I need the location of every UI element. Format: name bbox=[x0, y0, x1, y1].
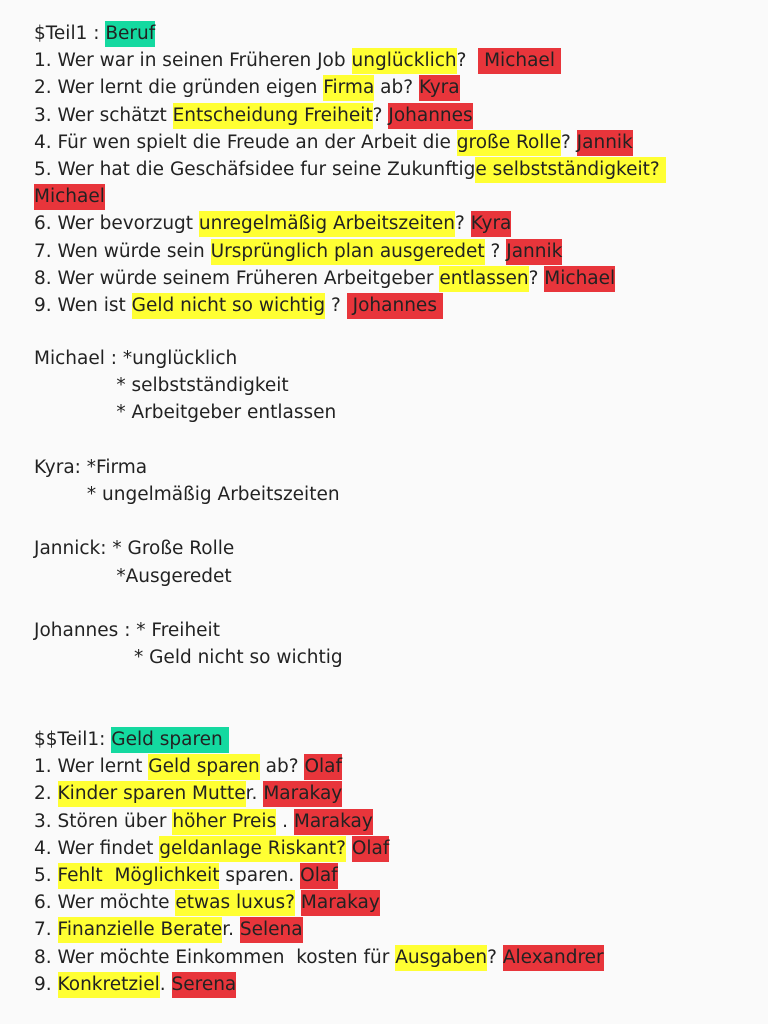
question-line bbox=[34, 754, 342, 781]
text-segment: 6. Wer möchte bbox=[34, 892, 176, 914]
text-segment: ? bbox=[325, 295, 347, 316]
text-segment: 2. Wer lernt die gründen eigen bbox=[34, 77, 324, 99]
highlight-yellow-segment: unglücklich bbox=[352, 48, 457, 74]
highlight-yellow-segment: Firma bbox=[323, 75, 374, 101]
text-segment: Michael : *unglücklich bbox=[34, 348, 238, 369]
question-line bbox=[34, 836, 389, 863]
text-segment: 1. Wer war in seinen Früheren Job bbox=[34, 50, 352, 72]
text-segment: r. bbox=[245, 783, 264, 805]
highlight-green-segment: Geld sparen bbox=[111, 727, 228, 753]
question-line bbox=[34, 184, 105, 211]
highlight-red-segment: Serena bbox=[172, 972, 237, 998]
highlight-red-segment: Olaf bbox=[304, 754, 342, 780]
text-segment: 1. Wer lernt bbox=[34, 756, 149, 778]
question-line bbox=[34, 809, 373, 836]
text-segment: 7. Wen würde sein bbox=[34, 240, 211, 262]
highlight-yellow-segment: Ursprünglich plan ausgeredet bbox=[211, 239, 485, 265]
question-line bbox=[34, 863, 338, 890]
text-segment: * Geld nicht so wichtig bbox=[34, 647, 343, 669]
highlight-yellow-segment: höher Preis bbox=[172, 809, 276, 835]
highlight-yellow-segment: entlassen bbox=[439, 266, 528, 292]
text-segment: 3. Wer schätzt bbox=[34, 104, 173, 126]
highlight-yellow-segment: geldanlage Riskant? bbox=[159, 836, 346, 862]
question-line bbox=[34, 890, 380, 917]
text-segment: . bbox=[159, 973, 172, 995]
highlight-red-segment: Michael bbox=[34, 184, 105, 210]
highlight-red-segment: Marakay bbox=[301, 890, 380, 916]
highlight-red-segment: Selena bbox=[240, 917, 303, 943]
text-segment: $Teil1 : bbox=[34, 23, 106, 44]
highlight-red-segment: Jannik bbox=[577, 130, 633, 156]
highlight-red-segment: Kyra bbox=[419, 75, 460, 101]
text-segment: * ungelmäßig Arbeitszeiten bbox=[34, 484, 340, 505]
summary-line bbox=[34, 618, 220, 645]
highlight-red-segment: Jannik bbox=[506, 239, 562, 265]
section-header-geld-sparen bbox=[34, 727, 229, 754]
text-segment: Jannick: * Große Rolle bbox=[34, 538, 235, 560]
summary-line bbox=[34, 536, 234, 563]
text-segment: 2. bbox=[34, 783, 58, 805]
highlight-yellow-segment: Geld sparen bbox=[148, 754, 260, 780]
question-line bbox=[34, 917, 303, 944]
question-line bbox=[34, 130, 633, 157]
summary-line bbox=[34, 400, 336, 427]
text-segment: 8. Wer möchte Einkommen kosten für bbox=[34, 946, 396, 968]
text-segment: *Ausgeredet bbox=[34, 565, 232, 587]
highlight-red-segment: Marakay bbox=[263, 781, 342, 807]
highlight-red-segment: Olaf bbox=[300, 863, 338, 889]
highlight-yellow-segment: große Rolle bbox=[457, 130, 561, 156]
question-line bbox=[34, 972, 236, 999]
text-segment: ? bbox=[487, 946, 503, 968]
question-line bbox=[34, 103, 473, 130]
text-segment: 7. bbox=[34, 919, 58, 941]
text-segment: 9. bbox=[34, 973, 58, 995]
highlight-yellow-segment: Konkretziel bbox=[58, 972, 160, 998]
text-segment: 9. Wen ist bbox=[34, 295, 132, 316]
highlight-yellow-segment: Ausgaben bbox=[395, 945, 487, 971]
text-segment: ? bbox=[528, 267, 545, 289]
text-segment: ? bbox=[455, 213, 471, 235]
summary-line bbox=[34, 564, 232, 591]
text-segment: ab? bbox=[259, 756, 305, 778]
question-line bbox=[34, 211, 511, 238]
highlight-red-segment: Kyra bbox=[471, 211, 512, 237]
summary-line bbox=[34, 346, 237, 373]
highlight-red-segment: Johannes bbox=[388, 103, 472, 129]
text-segment: * Arbeitgeber entlassen bbox=[34, 402, 337, 424]
question-line bbox=[34, 781, 342, 808]
text-segment: ? bbox=[560, 131, 577, 153]
highlight-yellow-segment: Fehlt Möglichkeit bbox=[58, 863, 220, 889]
highlight-yellow-segment: Entscheidung Freiheit bbox=[173, 103, 373, 129]
summary-line bbox=[34, 455, 147, 482]
highlight-yellow-segment: Kinder sparen Mutte bbox=[58, 781, 246, 807]
text-segment: r. bbox=[222, 919, 240, 941]
question-line bbox=[34, 157, 666, 184]
text-segment: 3. Stören über bbox=[34, 810, 173, 832]
highlight-red-segment: Marakay bbox=[294, 809, 373, 835]
question-line bbox=[34, 266, 615, 293]
text-segment: ? bbox=[372, 104, 389, 126]
text-segment: . bbox=[276, 810, 294, 832]
highlight-green-segment: Beruf bbox=[105, 21, 155, 47]
section-header-beruf bbox=[34, 21, 155, 48]
question-line bbox=[34, 239, 562, 266]
highlight-yellow-segment: unregelmäßig Arbeitszeiten bbox=[199, 211, 455, 237]
text-segment: 4. Für wen spielt die Freude an der Arbeit die bbox=[34, 131, 457, 153]
question-line bbox=[34, 293, 443, 320]
text-segment: * selbstständigkeit bbox=[34, 375, 289, 397]
highlight-yellow-segment: e selbstständigkeit? bbox=[475, 157, 665, 183]
text-segment: $$Teil1: bbox=[34, 729, 112, 750]
highlight-yellow-segment: Geld nicht so wichtig bbox=[132, 293, 326, 319]
highlight-red-segment: Olaf bbox=[352, 836, 390, 862]
text-segment: 8. Wer würde seinem Früheren Arbeitgeber bbox=[34, 267, 440, 289]
text-segment: ? bbox=[456, 50, 479, 72]
text-segment: sparen. bbox=[219, 865, 301, 886]
summary-line bbox=[34, 645, 343, 672]
text-segment: Johannes : * Freiheit bbox=[34, 620, 220, 641]
highlight-yellow-segment: etwas luxus? bbox=[175, 890, 295, 916]
text-segment: Kyra: *Firma bbox=[34, 456, 148, 478]
text-segment: 5. bbox=[34, 865, 58, 886]
highlight-yellow-segment: Finanzielle Berate bbox=[58, 917, 223, 943]
text-segment: 5. Wer hat die Geschäfsidee fur seine Zukunftig bbox=[34, 159, 476, 180]
question-line bbox=[34, 48, 561, 75]
summary-line bbox=[34, 482, 340, 509]
highlight-red-segment: Michael bbox=[544, 266, 615, 292]
highlight-red-segment: Alexandrer bbox=[503, 945, 604, 971]
text-segment: ab? bbox=[374, 77, 419, 99]
highlight-red-segment: Johannes bbox=[347, 293, 443, 319]
text-segment: ? bbox=[484, 240, 507, 262]
text-segment: 6. Wer bevorzugt bbox=[34, 213, 199, 235]
highlight-red-segment: Michael bbox=[478, 48, 561, 74]
summary-line bbox=[34, 373, 289, 400]
question-line bbox=[34, 945, 604, 972]
question-line bbox=[34, 75, 460, 102]
text-segment: 4. Wer findet bbox=[34, 837, 160, 859]
